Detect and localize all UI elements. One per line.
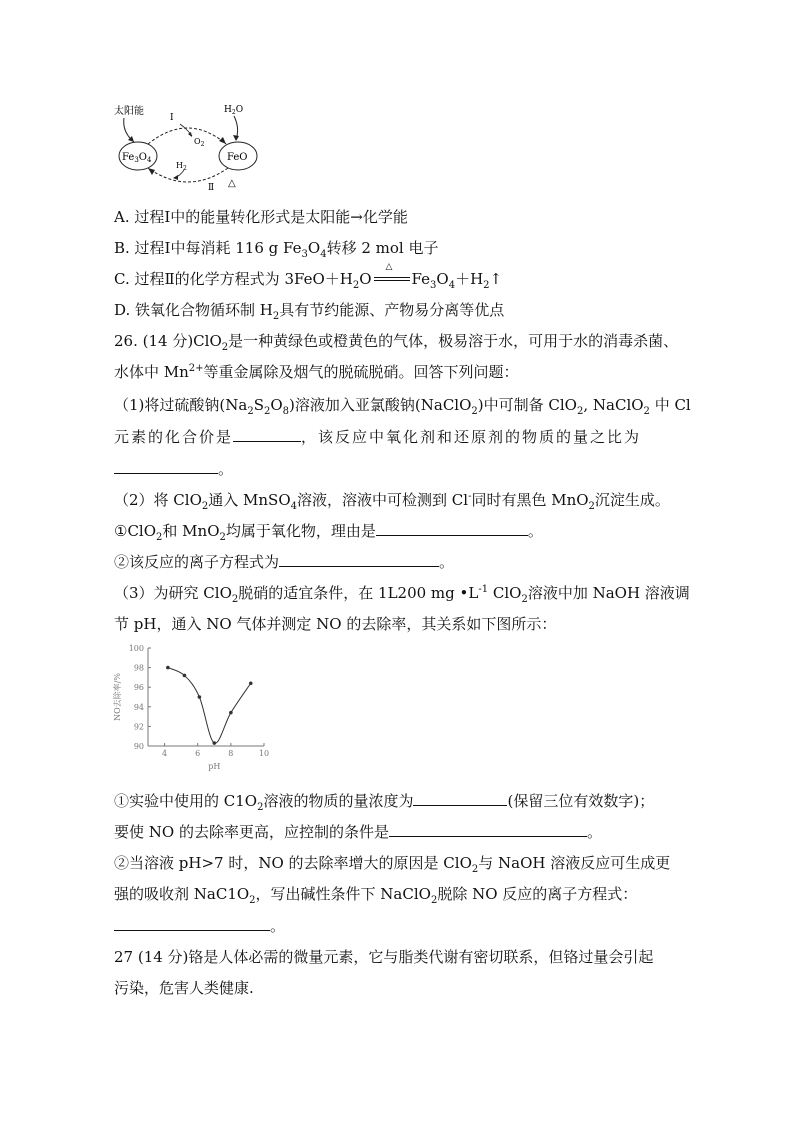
svg-text:O2: $O_2$ xyxy=(194,137,205,148)
q26-part1-line2: 元素的化合价是 ，该反应中氧化剂和还原剂的物质的量之比为 xyxy=(114,428,642,446)
svg-text:H2: $H_2$ xyxy=(176,161,187,172)
answer-blank-ionic-equation[interactable] xyxy=(279,552,439,567)
q26-part3-line2: 节 pH，通入 NO 气体并测定 NO 的去除率，其关系如下图所示： xyxy=(114,615,557,633)
y-tick-label: 92 xyxy=(133,722,144,732)
y-tick-label: 100 xyxy=(128,644,144,653)
option-c: C. 过程Ⅱ的化学方程式为 $3FeO+H_2O$ △ $Fe_3O_4+H_2↑$ xyxy=(114,262,503,291)
option-d: D. 铁氧化合物循环制 $H_2$具有节约能源、产物易分离等优点 xyxy=(114,301,505,322)
step-1-label: Ⅰ xyxy=(170,113,174,123)
answer-blank-concentration[interactable] xyxy=(413,791,507,806)
heat-equals-sign: △ xyxy=(372,268,412,284)
svg-text:H2O: $H_2O$ xyxy=(224,105,244,116)
option-a: A. 过程Ⅰ中的能量转化形式是太阳能→化学能 xyxy=(114,208,408,226)
q26-stem-line2: 水体中 $Mn^{2+}$等重金属除及烟气的脱硫脱硝。回答下列问题： xyxy=(114,363,519,381)
q26-part3-ii-line1: ②当溶液 pH>7 时，NO 的去除率增大的原因是 ClO$_2$与 NaOH 溶液反应可生成更 xyxy=(114,854,671,875)
y-tick-label: 98 xyxy=(133,663,144,673)
data-point xyxy=(183,674,187,678)
fe-oxide-cycle-diagram xyxy=(108,98,268,194)
data-point xyxy=(166,666,170,670)
answer-blank-ratio[interactable] xyxy=(114,459,218,474)
y-tick-label: 90 xyxy=(133,742,144,751)
q26-part3-ii-line2: 强的吸收剂 $NaC1O_2$，写出碱性条件下 NaClO$_2$脱除 NO 反应的离子方程式： xyxy=(114,885,638,906)
x-tick-label: 8 xyxy=(228,749,234,758)
svg-text:Fe3O4: $Fe_3O_4$ xyxy=(122,152,152,164)
q26-part3-i-line1: ①实验中使用的 $C1O_2$溶液的物质的量浓度为 (保留三位有效数字)； xyxy=(114,792,655,813)
y-axis-label: NO去除率/% xyxy=(113,673,122,721)
q27-line2: 污染，危害人类健康. xyxy=(114,979,254,997)
data-point xyxy=(198,695,202,699)
answer-blank-chlorine-valence[interactable] xyxy=(233,427,301,442)
feo-label: FeO xyxy=(227,152,248,163)
step-2-label: Ⅱ xyxy=(208,183,215,193)
q26-part1-line1: （1)将过硫酸钠$(Na_2S_2O_8)$溶液加入亚氯酸钠(NaClO$_2$)中可制备 ClO$_2$, NaClO$_2$ 中 Cl xyxy=(114,396,691,417)
q26-stem-line1: 26. (14 分)ClO$_2$是一种黄绿色或橙黄色的气体，极易溶于水，可用于水的消毒杀菌、 xyxy=(114,332,679,353)
q26-part1-line3: 。 xyxy=(114,458,233,479)
data-point xyxy=(229,711,233,715)
y-tick-label: 94 xyxy=(133,702,144,712)
answer-blank-nacio2-equation[interactable] xyxy=(114,916,270,931)
data-point xyxy=(212,741,216,745)
x-tick-label: 10 xyxy=(258,749,270,758)
x-axis-label: pH xyxy=(208,762,221,771)
answer-blank-condition[interactable] xyxy=(389,822,587,837)
no-removal-rate-chart xyxy=(108,640,278,780)
y-tick-label: 96 xyxy=(133,683,144,693)
q27-line1: 27 (14 分)铬是人体必需的微量元素，它与脂类代谢有密切联系，但铬过量会引起 xyxy=(114,948,654,966)
q26-part2-line1: （2）将 ClO$_2$通入 MnSO$_4$溶液，溶液中可检测到 Cl-同时有黑色 MnO$_2$沉淀生成。 xyxy=(114,491,670,512)
q26-part3-line1: （3）为研究 ClO$_2$脱硝的适宜条件，在 1L200 mg $•L^{-1}$ ClO$_2$溶液中加 NaOH 溶液调 xyxy=(114,584,690,605)
answer-blank-oxide-reason[interactable] xyxy=(376,521,528,536)
q26-part3-ii-line3: 。 xyxy=(114,915,285,936)
solar-energy-label: 太阳能 xyxy=(114,106,144,117)
q26-part2-i: ①ClO$_2$和 MnO$_2$均属于氧化物，理由是 。 xyxy=(114,522,543,543)
x-tick-label: 6 xyxy=(195,749,201,758)
heat-symbol: △ xyxy=(228,178,236,189)
q26-part2-ii: ②该反应的离子方程式为 。 xyxy=(114,553,455,571)
option-b: B. 过程Ⅰ中每消耗 116 g $Fe_3O_4$转移 2 mol 电子 xyxy=(114,239,439,260)
series-line xyxy=(168,668,251,744)
q26-part3-i-line2: 要使 NO 的去除率更高，应控制的条件是 。 xyxy=(114,823,602,841)
x-tick-label: 4 xyxy=(162,749,168,758)
data-point xyxy=(249,681,253,685)
